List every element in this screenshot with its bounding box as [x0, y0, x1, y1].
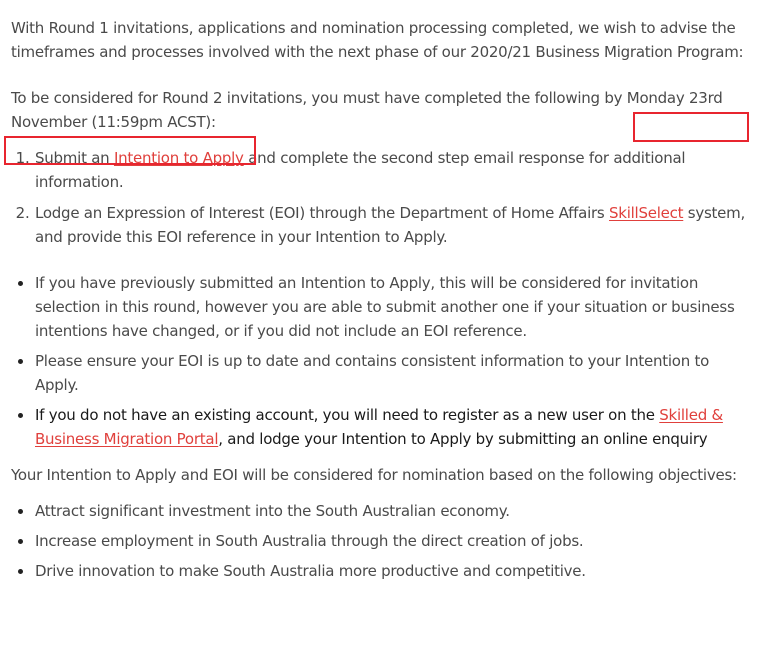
skilled-business-migration-portal-link[interactable]: Skilled & Business Migration Portal — [35, 406, 723, 448]
round2-paragraph — [11, 86, 751, 134]
deadline-date-text: Monday 23rd — [626, 89, 723, 107]
round2-lead-text: To be considered for Round 2 invitations, you must have completed the following by — [11, 89, 627, 107]
article-content — [11, 16, 751, 589]
intention-to-apply-link[interactable]: Intention to Apply — [113, 149, 244, 167]
notes-list — [11, 271, 751, 451]
note-item: • If you have previously submitted an Intention to Apply, this will be considered for invitation selection in this round, however you are able to submit another one if your situation or business intentions have changed, or if you did not include an EOI reference. — [34, 271, 751, 343]
intro-paragraph: With Round 1 invitations, applications and nomination processing completed, we wish to advise the timeframes and processes involved with the next phase of our 2020/21 Business Migration Program: — [11, 19, 744, 61]
skillselect-link[interactable]: SkillSelect — [609, 204, 684, 222]
step-item: 1. Submit an Intention to Apply and complete the second step email response for additional information. — [34, 146, 751, 194]
objective-item: • Drive innovation to make South Australia more productive and competitive. — [34, 559, 751, 583]
objectives-intro-paragraph: Your Intention to Apply and EOI will be considered for nomination based on the following objectives: — [11, 466, 737, 484]
note-item: • Please ensure your EOI is up to date and contains consistent information to your Intention to Apply. — [34, 349, 751, 397]
step-item: 2. Lodge an Expression of Interest (EOI) through the Department of Home Affairs SkillSelect system, and provide this EOI reference in your Intention to Apply. — [34, 201, 751, 249]
steps-list — [11, 146, 751, 249]
objective-item: • Attract significant investment into the South Australian economy. — [34, 499, 751, 523]
objectives-list — [11, 499, 751, 583]
deadline-time-text: November (11:59pm ACST): — [11, 113, 216, 131]
register-note-item: • If you do not have an existing account, you will need to register as a new user on the Skilled & Business Migration Portal, and lodge your Intention to Apply by submitting an online enquiry — [34, 403, 751, 451]
objective-item: • Increase employment in South Australia through the direct creation of jobs. — [34, 529, 751, 553]
